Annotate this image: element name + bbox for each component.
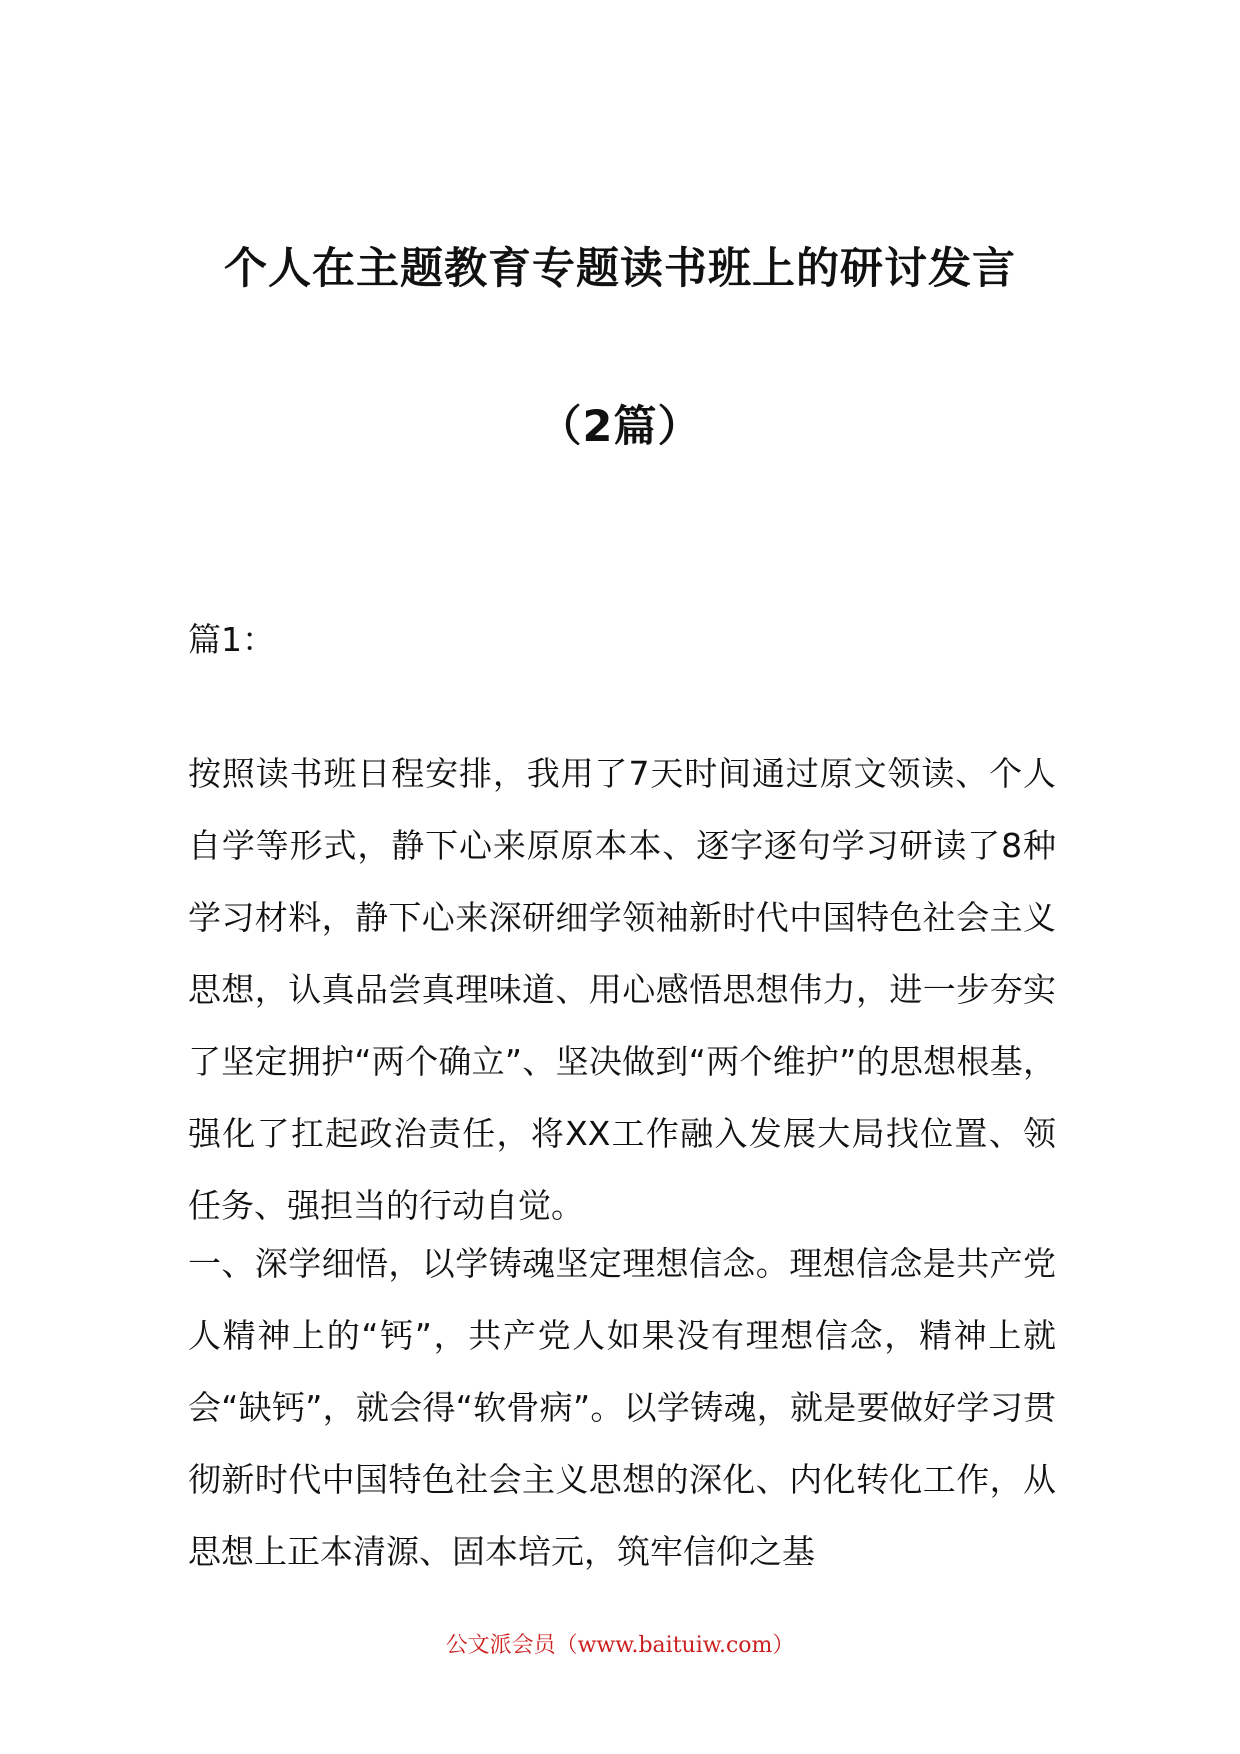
document-subtitle: （2篇） xyxy=(538,402,702,452)
document-title: 个人在主题教育专题读书班上的研讨发言 xyxy=(224,244,1016,294)
footer-watermark: 公文派会员（www.baituiw.com） xyxy=(445,1633,795,1658)
paragraph-section-one: 一、深学细悟，以学铸魂坚定理想信念。理想信念是共产党人精神上的“钙”，共产党人如果没有理想信念，精神上就会“缺钙”，就会得“软骨病”。以学铸魂，就是要做好学习贯彻新时代中国特色社会主义思想的深化、内化转化工作，从思想上正本清源、固本培元，筑牢信仰之基 xyxy=(188,1244,1056,1571)
paragraph-intro: 按照读书班日程安排，我用了7天时间通过原文领读、个人自学等形式，静下心来原原本本、逐字逐句学习研读了8种学习材料，静下心来深研细学领袖新时代中国特色社会主义思想，认真品尝真理味道、用心感悟思想伟力，进一步夯实了坚定拥护“两个确立”、坚决做到“两个维护”的思想根基，强化了扛起政治责任，将XX工作融入发展大局找位置、领任务、强担当的行动自觉。 xyxy=(188,754,1056,1225)
section-label: 篇1： xyxy=(188,620,275,659)
